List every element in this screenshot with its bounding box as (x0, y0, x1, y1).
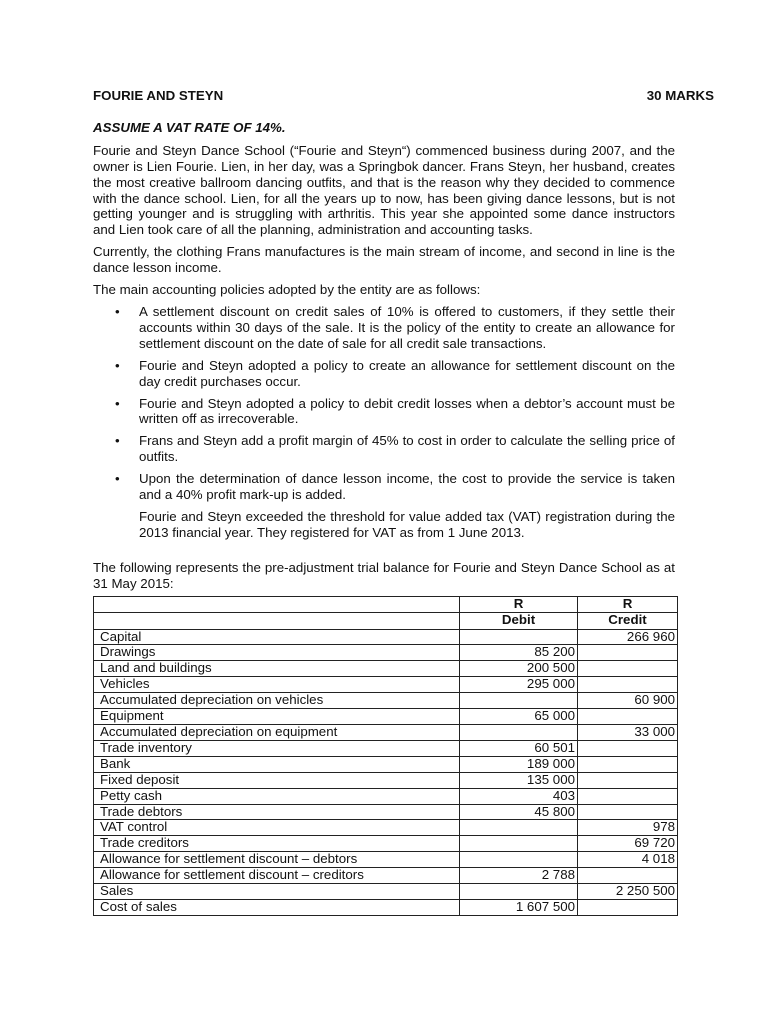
account-name: Equipment (94, 709, 460, 725)
account-name: Bank (94, 756, 460, 772)
policies-intro: The main accounting policies adopted by the entity are as follows: (93, 282, 481, 298)
table-row (94, 836, 678, 852)
debit-amount (460, 725, 578, 741)
account-name: Land and buildings (94, 661, 460, 677)
bullet-icon: • (115, 395, 120, 411)
debit-amount: 65 000 (460, 709, 578, 725)
trial-balance-table (93, 596, 678, 916)
table-row (94, 677, 678, 693)
currency-header-row (94, 596, 678, 613)
debit-amount (460, 884, 578, 900)
table-row (94, 709, 678, 725)
credit-column-header: Credit (578, 613, 678, 630)
bullet-icon: • (115, 433, 120, 449)
table-row (94, 868, 678, 884)
intro-paragraph: Fourie and Steyn Dance School (“Fourie and Steyn“) commenced business during 2007, and the owner is Lien Fourie. Lien, in her day, was a Springbok dancer. Frans Steyn, her husband, creates the most creative ballroom dancing outfits, and that is the reason why they decided to commence with the dance school. Lien, for all the years up to now, has been giving dance lessons, but is not getting younger and is struggling with arthritis. This year she appointed some dance instructors and Lien took care of all the planning, administration and accounting tasks. (93, 142, 675, 238)
account-name: Fixed deposit (94, 772, 460, 788)
debit-amount: 85 200 (460, 645, 578, 661)
debit-amount (460, 693, 578, 709)
debit-amount: 45 800 (460, 804, 578, 820)
vat-rate-note: ASSUME A VAT RATE OF 14%. (93, 119, 286, 135)
vat-registration-paragraph: Fourie and Steyn exceeded the threshold for value added tax (VAT) registration during the 2013 financial year. They registered for VAT as from 1 June 2013. (139, 508, 675, 540)
policy-text: Fourie and Steyn adopted a policy to debit credit losses when a debtor’s account must be written off as irrecoverable. (139, 395, 675, 427)
debit-amount (460, 836, 578, 852)
credit-amount: 69 720 (578, 836, 678, 852)
debit-amount: 2 788 (460, 868, 578, 884)
table-row (94, 788, 678, 804)
account-name: Cost of sales (94, 899, 460, 915)
account-name: Allowance for settlement discount – creditors (94, 868, 460, 884)
credit-amount (578, 772, 678, 788)
table-row (94, 693, 678, 709)
question-header (93, 88, 714, 104)
account-name: Drawings (94, 645, 460, 661)
table-row (94, 884, 678, 900)
policy-text: Upon the determination of dance lesson income, the cost to provide the service is taken and a 40% profit mark-up is added. (139, 471, 675, 503)
header-label-cell (94, 596, 460, 613)
policy-text: Fourie and Steyn adopted a policy to create an allowance for settlement discount on the day credit purchases occur. (139, 357, 675, 389)
table-row (94, 645, 678, 661)
account-name: Trade inventory (94, 740, 460, 756)
policy-text: Frans and Steyn add a profit margin of 45% to cost in order to calculate the selling price of outfits. (139, 433, 675, 465)
credit-amount: 60 900 (578, 693, 678, 709)
debit-amount (460, 820, 578, 836)
account-name: Accumulated depreciation on equipment (94, 725, 460, 741)
income-paragraph: Currently, the clothing Frans manufactures is the main stream of income, and second in line is the dance lesson income. (93, 244, 675, 276)
credit-amount (578, 868, 678, 884)
debit-amount: 60 501 (460, 740, 578, 756)
credit-amount (578, 645, 678, 661)
debit-amount (460, 852, 578, 868)
policy-item (93, 471, 675, 503)
account-name: Allowance for settlement discount – debtors (94, 852, 460, 868)
credit-amount (578, 756, 678, 772)
trial-balance-intro: The following represents the pre-adjustment trial balance for Fourie and Steyn Dance School as at 31 May 2015: (93, 559, 675, 591)
debit-amount: 403 (460, 788, 578, 804)
debit-currency-header: R (460, 596, 578, 613)
table-row (94, 661, 678, 677)
bullet-icon: • (115, 303, 120, 319)
policy-item (93, 396, 675, 428)
credit-amount: 266 960 (578, 629, 678, 645)
debit-amount (460, 629, 578, 645)
policy-text: A settlement discount on credit sales of 10% is offered to customers, if they settle their accounts within 30 days of the sale. It is the policy of the entity to create an allowance for settlement discount on the date of sale for all credit sale transactions. (139, 303, 675, 351)
debit-amount: 1 607 500 (460, 899, 578, 915)
credit-amount (578, 677, 678, 693)
policy-item (93, 358, 675, 390)
table-row (94, 772, 678, 788)
document-page (93, 87, 714, 916)
credit-amount: 978 (578, 820, 678, 836)
table-row (94, 629, 678, 645)
debit-amount: 295 000 (460, 677, 578, 693)
policies-list (93, 304, 675, 503)
debit-amount: 189 000 (460, 756, 578, 772)
debit-amount: 135 000 (460, 772, 578, 788)
credit-amount (578, 899, 678, 915)
question-marks: 30 MARKS (646, 88, 714, 103)
column-header-row (94, 613, 678, 630)
question-title: FOURIE AND STEYN (93, 88, 224, 103)
credit-amount (578, 661, 678, 677)
table-row (94, 820, 678, 836)
table-row (94, 756, 678, 772)
policy-item (93, 304, 675, 352)
credit-currency-header: R (578, 596, 678, 613)
credit-amount: 4 018 (578, 852, 678, 868)
policy-item (93, 433, 675, 465)
account-name: Accumulated depreciation on vehicles (94, 693, 460, 709)
account-name: Trade debtors (94, 804, 460, 820)
header-label-cell (94, 613, 460, 630)
table-row (94, 725, 678, 741)
debit-amount: 200 500 (460, 661, 578, 677)
table-row (94, 804, 678, 820)
account-name: Sales (94, 884, 460, 900)
account-name: Vehicles (94, 677, 460, 693)
credit-amount (578, 788, 678, 804)
table-row (94, 899, 678, 915)
account-name: VAT control (94, 820, 460, 836)
debit-column-header: Debit (460, 613, 578, 630)
account-name: Capital (94, 629, 460, 645)
credit-amount (578, 740, 678, 756)
credit-amount: 2 250 500 (578, 884, 678, 900)
credit-amount: 33 000 (578, 725, 678, 741)
account-name: Petty cash (94, 788, 460, 804)
table-row (94, 740, 678, 756)
credit-amount (578, 804, 678, 820)
bullet-icon: • (115, 357, 120, 373)
account-name: Trade creditors (94, 836, 460, 852)
credit-amount (578, 709, 678, 725)
table-row (94, 852, 678, 868)
bullet-icon: • (115, 471, 120, 487)
